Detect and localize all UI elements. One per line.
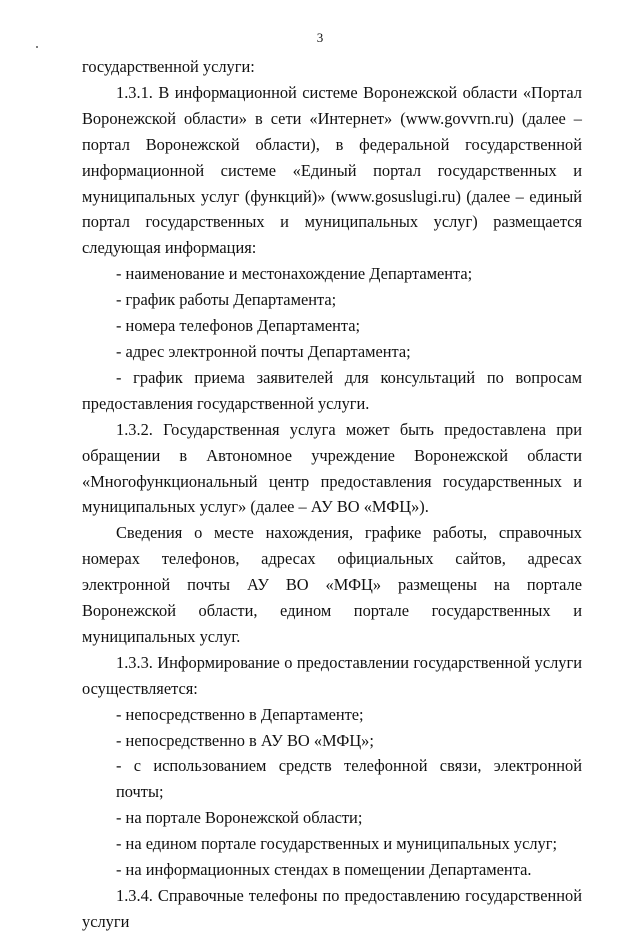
list-item: - номера телефонов Департамента; (116, 316, 361, 336)
paragraph-continuation: государственной услуги: (82, 57, 255, 76)
list-item: - с использованием средств телефонной связи, электронной почты; (116, 756, 582, 802)
list-item: - непосредственно в Департаменте; (116, 704, 364, 724)
paragraph-1-3-4: 1.3.4. Справочные телефоны по предоставлению государственной услуги (82, 886, 582, 931)
document-body (82, 54, 582, 935)
paragraph-mfc-info: Сведения о месте нахождения, графике работы, справочных номерах телефонов, адресах официальных сайтов, адресах электронной почты АУ ВО «МФЦ» размещены на портале Воронежской области, едином портале государственных и муниципальных услуг. (82, 523, 582, 646)
list-item: - адрес электронной почты Департамента; (116, 341, 411, 361)
list-item: - график работы Департамента; (116, 290, 337, 310)
list-item: - на едином портале государственных и муниципальных услуг; (116, 834, 557, 854)
list-item: - график приема заявителей для консультаций по вопросам предоставления государственной услуги. (82, 367, 582, 413)
paragraph-1-3-1: 1.3.1. В информационной системе Воронежской области «Портал Воронежской области» в сети «Интернет» (www.govvrn.ru) (далее – портал Воронежской области), в федеральной государственной информационной системе «Единый портал государственных и муниципальных услуг (функций)» (www.gosuslugi.ru) (далее – единый портал государственных и муниципальных услуг) размещается следующая информация: (82, 82, 582, 258)
page-number: 3 (316, 30, 324, 45)
paragraph-1-3-3: 1.3.3. Информирование о предоставлении государственной услуги осуществляется: (82, 652, 582, 698)
paragraph-1-3-2: 1.3.2. Государственная услуга может быть предоставлена при обращении в Автономное учреждение Воронежской области «Многофункциональный центр предоставления государственных и муниципальных услуг» (далее – АУ ВО «МФЦ»). (82, 419, 582, 517)
list-item: - на информационных стендах в помещении Департамента. (116, 860, 532, 880)
scan-dot (36, 46, 38, 48)
list-item: - непосредственно в АУ ВО «МФЦ»; (116, 730, 374, 750)
list-item: - наименование и местонахождение Департамента; (116, 264, 473, 284)
list-item: - на портале Воронежской области; (116, 808, 363, 828)
